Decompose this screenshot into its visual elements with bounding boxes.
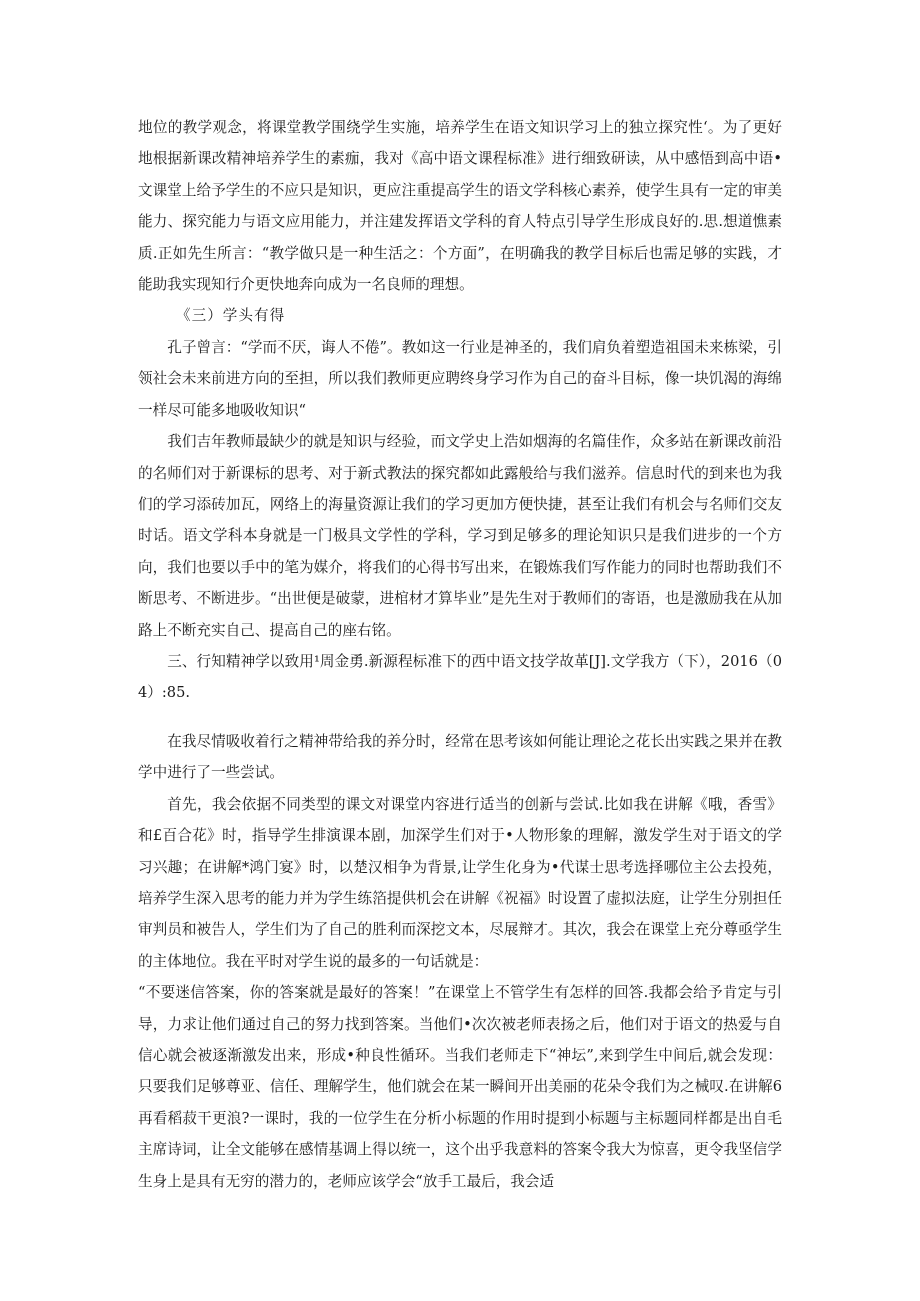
paragraph-young-teachers: 我们吉年教师最缺少的就是知识与经验，而文学史上浩如烟海的名篇佳作，众多站在新课改前沿的名师们对于新课标的思考、对于新式教法的探究都如此露般给与我们滋养。信息时代的到来也为我们的学习添砖加瓦，网络上的海量资源让我们的学习更加方便快捷，甚至让我们有机会与名师们交友时话。语文学科本身就是一门极具文学性的学科，学习到足够多的理论知识只是我们进步的一个方向，我们也要以手中的笔为媒介，将我们的心得书写出来，在锻炼我们写作能力的同时也帮助我们不断思考、不断进步。“出世便是破蒙，进棺材才算毕业”是先生对于教师们的寄语，也是激励我在从加路上不断充实自己、提高自己的座右铭。 [138,433,782,639]
paragraph-classroom-innovation: 首先，我会依据不同类型的课文对课堂内容进行适当的创新与尝试.比如我在讲解《哦，香雪》和£百合花》时，指导学生排演课本剧，加深学生们对于•人物形象的理解，激发学生对于语文的学习兴趣；在讲解*鸿门宴》时，以楚汉相争为背景,让学生化身为•代谋士思考选择哪位主公去投苑，培养学生深入思考的能力并为学生练箔提供机会在讲解《祝福》时设置了虚拟法庭，让学生分别担任审判员和被告人，学生们为了自己的胜利而深挖文本，尽展辩才。其次，我会在课堂上充分尊亟学生的主体地位。我在平时对学生说的最多的一句话就是： [138,795,782,970]
text-block-practice [138,726,782,1197]
paragraph-answers: “不要迷信答案，你的答案就是最好的答案！”在课堂上不管学生有怎样的回答.我都会给予肯定与引导，力求让他们通过自己的努力找到答案。当他们•次次被老师表扬之后，他们对于语文的热爱与自信心就会被逐渐激发出来，形成•种良性循环。当我们老师走下“神坛”,来到学生中间后,就会发现：只要我们足够尊亚、信任、理解学生，他们就会在某一瞬间开出美丽的花朵令我们为之械叹.在讲解6再看稻菽干更浪?一课时，我的一位学生在分析小标题的作用时提到小标题与主标题同样都是出自毛主席诗词，让全文能够在感情基调上得以统一，这个出乎我意料的答案令我大为惊喜，更令我坚信学生身上是具有无穷的潜力的，老师应该学会“放手工最后，我会适 [138,984,782,1190]
section-three [138,300,782,331]
text-block-learning [138,332,782,709]
text-block-intro [138,112,782,300]
paragraph-teaching-concept: 地位的教学观念，将课堂教学围绕学生实施，培养学生在语文知识学习上的独立探究性‘。为了更好地根据新课改精神培养学生的素痂，我对《高中语文课程标准》进行细致研读，从中感悟到高中语•文课堂上给予学生的不应只是知识，更应注重提高学生的语文学科核心素养，使学生具有一定的审美能力、探究能力与语文应用能力，并注建发挥语文学科的育人特点引导学生形成良好的.思.想道憔素质.正如先生所言：“教学做只是一种生活之：个方面”，在明确我的教学目标后也需足够的实践，才能助我实现知行介更快地奔向成为一名良师的理想。 [138,119,782,294]
section-heading-three: 《三）学头有得 [176,307,286,324]
paragraph-confucius: 孔子曾言：“学而不厌，诲人不倦”。教如这一行业是神圣的，我们肩负着塑造祖国未来栋梁，引领社会未来前进方向的至担，所以我们教师更应聘终身学习作为自己的奋斗目标，像一块饥渴的海绵一样尽可能多地吸收知识“ [138,339,782,419]
paragraph-section-four-footnote: 三、行知精神学以致用¹周金勇.新源程标准下的西中语文技学故革[J].文学我方（下），2016（04）:85. [138,653,782,702]
paragraph-practice-intro: 在我尽情吸收着行之精神带给我的养分时，经常在思考该如何能让理论之花长出实践之果并在教学中进行了一些尝试。 [138,733,782,782]
